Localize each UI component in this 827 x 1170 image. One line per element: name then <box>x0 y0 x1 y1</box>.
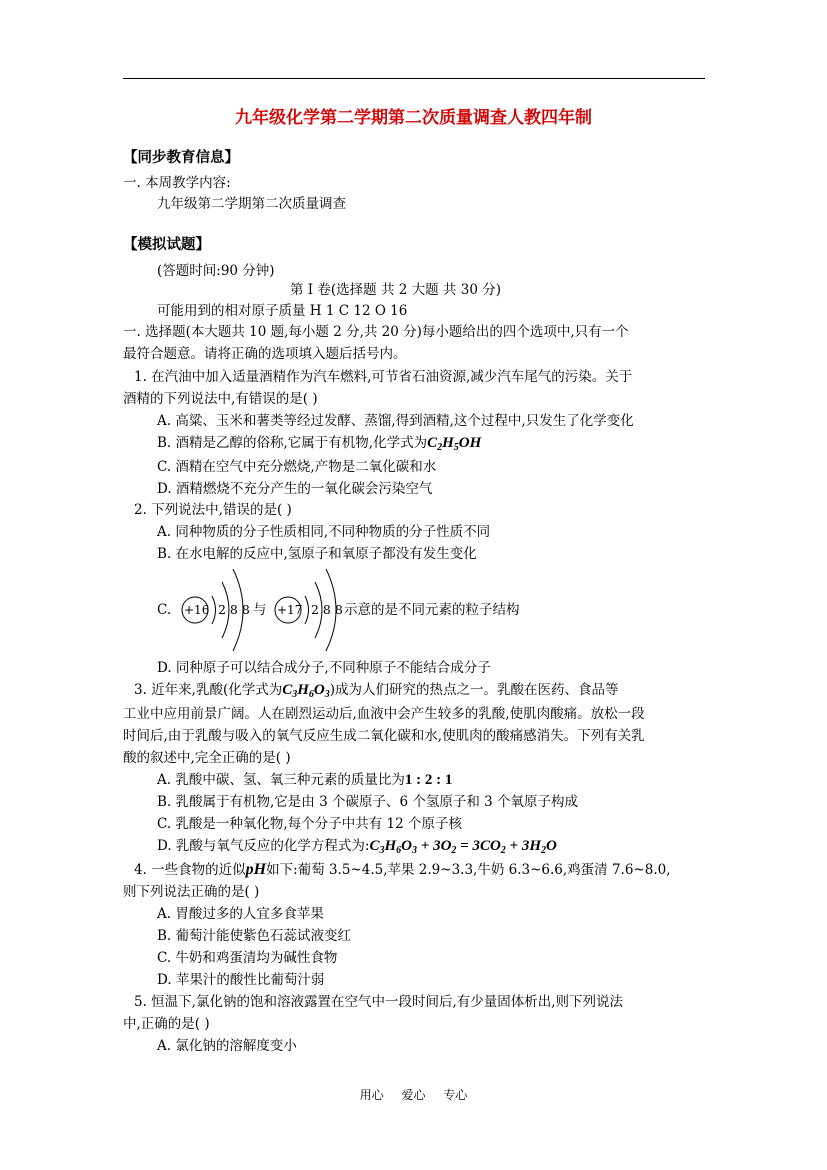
q5-option-a: A. 氯化钠的溶解度变小 <box>157 1038 297 1054</box>
ph-symbol: pH <box>245 861 267 878</box>
q5-stem-line2: 中,正确的是( ) <box>123 1016 210 1032</box>
q1-option-b <box>157 434 481 457</box>
atom2-electron-shells: 2 8 8 <box>311 602 343 617</box>
q1-option-a: A. 高粱、玉米和薯类等经过发酵、蒸馏,得到酒精,这个过程中,只发生了化学变化 <box>157 413 634 429</box>
footer-word-3: 专心 <box>443 1088 468 1102</box>
section-sync-info: 【同步教育信息】 <box>123 150 239 166</box>
q3-option-d-text: D. 乳酸与氧气反应的化学方程式为: <box>157 838 370 854</box>
q3-stem-line4: 酸的叙述中,完全正确的是( ) <box>123 750 291 766</box>
q2-option-a: A. 同种物质的分子性质相同,不同种物质的分子性质不同 <box>157 524 491 540</box>
q4-option-d: D. 苹果汁的酸性比葡萄汁弱 <box>157 972 325 988</box>
combustion-equation: $C_3H_6O_3 + 3O_2 = 3CO_2 + 3H_2O$ <box>369 838 557 856</box>
q3-stem-line1-a: 3. 近年来,乳酸(化学式为 <box>134 682 283 698</box>
q5-stem-line1: 5. 恒温下,氯化钠的饱和溶液露置在空气中一段时间后,有少量固体析出,则下列说法 <box>134 994 624 1010</box>
q2-option-c-tail: 示意的是不同元素的粒子结构 <box>344 602 520 618</box>
q1-option-d: D. 酒精燃烧不充分产生的一氧化碳会污染空气 <box>157 481 433 497</box>
q3-stem-line1 <box>134 681 619 704</box>
q1-option-c: C. 酒精在空气中充分燃烧,产物是二氧化碳和水 <box>157 459 437 475</box>
ethanol-formula: $C_2H_5OH$ <box>427 435 482 453</box>
answer-time: (答题时间:90 分钟) <box>157 263 275 279</box>
q4-option-c: C. 牛奶和鸡蛋清均为碱性食物 <box>157 950 338 966</box>
q4-option-a: A. 胃酸过多的人宜多食苹果 <box>157 906 324 922</box>
q4-option-b: B. 葡萄汁能使紫色石蕊试液变红 <box>157 928 352 944</box>
q3-stem-line1-b: )成为人们研究的热点之一。乳酸在医药、食品等 <box>329 682 619 698</box>
part1-instructions-line1: 一. 选择题(本大题共 10 题,每小题 2 分,共 20 分)每小题给出的四个选项中,只有一个 <box>123 324 629 340</box>
q2-option-c-label: C. <box>157 602 172 618</box>
mass-ratio: 1 : 2 : 1 <box>404 772 453 788</box>
q3-option-a-text: A. 乳酸中碳、氢、氧三种元素的质量比为 <box>157 772 405 788</box>
footer-word-1: 用心 <box>359 1088 384 1102</box>
content-heading: 一. 本周教学内容: <box>123 175 231 191</box>
q1-stem-line2: 酒精的下列说法中,有错误的是( ) <box>123 391 318 407</box>
atomic-mass-line: 可能用到的相对原子质量 H 1 C 12 O 16 <box>157 303 408 319</box>
atom1-nucleus-charge: +16 <box>184 603 210 617</box>
part1-instructions-line2: 最符合题意。请将正确的选项填入题后括号内。 <box>123 346 407 362</box>
q3-stem-line3: 时间后,由于乳酸与吸入的氧气反应生成二氧化碳和水,使肌肉的酸痛感消失。下列有关乳 <box>123 728 645 744</box>
q2-option-b: B. 在水电解的反应中,氢原子和氧原子都没有发生变化 <box>157 546 477 562</box>
header-rule <box>123 78 705 79</box>
q4-stem-line1-b: 如下:葡萄 3.5~4.5,苹果 2.9~3.3,牛奶 6.3~6.6,鸡蛋清 7.6~8.0, <box>266 862 671 878</box>
footer-word-2: 爱心 <box>401 1088 426 1102</box>
q2-stem: 2. 下列说法中,错误的是( ) <box>134 502 292 518</box>
q3-option-c: C. 乳酸是一种氧化物,每个分子中共有 12 个原子核 <box>157 816 462 832</box>
q2-option-d: D. 同种原子可以结合成分子,不同种原子不能结合成分子 <box>157 660 491 676</box>
page-title: 九年级化学第二学期第二次质量调查人教四年制 <box>235 108 592 128</box>
q3-option-d <box>157 837 557 860</box>
lactic-acid-formula: $C_3H_6O_3$ <box>282 682 330 700</box>
q1-stem-line1: 1. 在汽油中加入适量酒精作为汽车燃料,可节省石油资源,减少汽车尾气的污染。关于 <box>134 369 633 385</box>
q1-option-b-text: B. 酒精是乙醇的俗称,它属于有机物,化学式为 <box>157 435 428 451</box>
q3-option-b: B. 乳酸属于有机物,它是由 3 个碳原子、6 个氢原子和 3 个氧原子构成 <box>157 794 579 810</box>
atom2-nucleus-charge: +17 <box>277 603 303 617</box>
q4-stem-line2: 则下列说法正确的是( ) <box>123 884 260 900</box>
q3-stem-line2: 工业中应用前景广阔。人在剧烈运动后,血液中会产生较多的乳酸,使肌肉酸痛。放松一段 <box>123 706 645 722</box>
section-mock-test: 【模拟试题】 <box>123 237 210 253</box>
atom1-electron-shells: 2 8 8 <box>218 602 250 617</box>
q2-option-c-mid: 与 <box>253 602 267 618</box>
paper-heading: 第 I 卷(选择题 共 2 大题 共 30 分) <box>290 282 501 298</box>
page-footer <box>0 1086 827 1103</box>
q4-stem-line1-a: 4. 一些食物的近似 <box>134 862 246 878</box>
content-body: 九年级第二学期第二次质量调查 <box>157 196 346 212</box>
q3-option-a <box>157 771 452 789</box>
q4-stem-line1 <box>134 861 671 879</box>
